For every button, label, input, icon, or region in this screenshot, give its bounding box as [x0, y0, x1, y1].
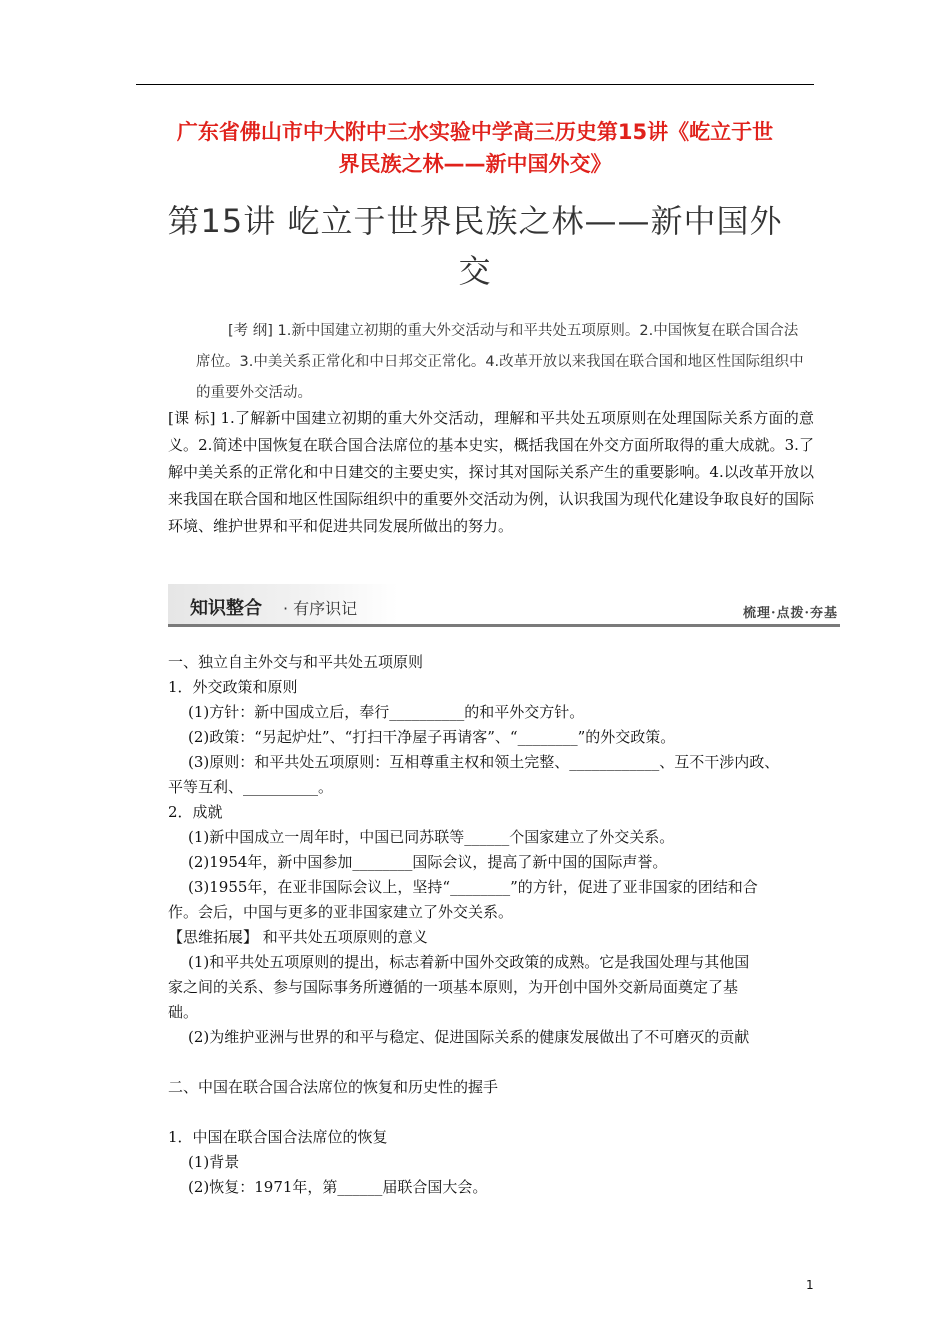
content-line: 作。会后，中国与更多的亚非国家建立了外交关系。: [168, 903, 514, 921]
exam-outline: [考 纲] 1.新中国建立初期的重大外交活动与和平共处五项原则。2.中国恢复在联合国合法席位。3.中美关系正常化和中日邦交正常化。4.改革开放以来我国在联合国和地区性国际组织中的重要外交活动。: [196, 323, 804, 401]
content-line: (1)方针：新中国成立后，奉行__________的和平外交方针。: [188, 703, 585, 721]
content-line: 平等互利、__________。: [168, 778, 334, 796]
content-line: (2)1954年，新中国参加________国际会议，提高了新中国的国际声誉。: [188, 853, 668, 871]
content-line: (3)原则：和平共处五项原则：互相尊重主权和领土完整、____________、互不干涉内政、: [188, 753, 780, 771]
spacer: [168, 1050, 818, 1075]
content-line: (2)为维护亚洲与世界的和平与稳定、促进国际关系的健康发展做出了不可磨灭的贡献: [188, 1028, 750, 1046]
section-banner: [168, 584, 840, 628]
subsection-heading: 1．中国在联合国合法席位的恢复: [168, 1128, 388, 1146]
banner-tagline: 梳理·点拨·夯基: [742, 606, 838, 621]
content-line: 础。: [168, 1003, 199, 1021]
section-heading: 一、独立自主外交与和平共处五项原则: [168, 653, 424, 671]
content-line: (2)恢复：1971年，第______届联合国大会。: [188, 1178, 488, 1196]
subsection-heading: 2．成就: [168, 803, 223, 821]
banner-underline: [168, 624, 840, 627]
content-line: (1)和平共处五项原则的提出，标志着新中国外交政策的成熟。它是我国处理与其他国: [188, 953, 750, 971]
content-line: 家之间的关系、参与国际事务所遵循的一项基本原则，为开创中国外交新局面奠定了基: [168, 978, 739, 996]
lesson-heading-line-1: 第15讲 屹立于世界民族之林——新中国外: [167, 202, 783, 240]
section-heading: 二、中国在联合国合法席位的恢复和历史性的握手: [168, 1078, 499, 1096]
content-line: (1)背景: [188, 1153, 240, 1171]
page-number: 1: [806, 1278, 814, 1292]
thinking-extension: 【思维拓展】 和平共处五项原则的意义: [168, 928, 428, 946]
banner-title: 知识整合: [190, 598, 262, 619]
document-title-line-1: 广东省佛山市中大附中三水实验中学高三历史第15讲《屹立于世: [176, 120, 774, 144]
content-line: (1)新中国成立一周年时，中国已同苏联等______个国家建立了外交关系。: [188, 828, 675, 846]
document-title: [140, 116, 810, 180]
content-line: (3)1955年，在亚非国际会议上，坚持“________”的方针，促进了亚非国家的团结和合: [188, 878, 758, 896]
spacer: [168, 1100, 818, 1125]
lesson-heading-line-2: 交: [458, 252, 492, 290]
banner-subtitle: · 有序识记: [283, 599, 358, 618]
document-title-line-2: 界民族之林——新中国外交》: [338, 152, 612, 176]
knowledge-content: [168, 650, 818, 1200]
subsection-heading: 1．外交政策和原则: [168, 678, 298, 696]
header-rule: [136, 84, 814, 85]
content-line: (2)政策：“另起炉灶”、“打扫干净屋子再请客”、“________”的外交政策。: [188, 728, 676, 746]
lesson-heading: [140, 196, 810, 296]
curriculum-standard: [课 标] 1.了解新中国建立初期的重大外交活动，理解和平共处五项原则在处理国际关系方面的意义。2.简述中国恢复在联合国合法席位的基本史实，概括我国在外交方面所取得的重大成就。3.了解中美关系的正常化和中日建交的主要史实，探讨其对国际关系产生的重要影响。4.以改革开放以来我国在联合国和地区性国际组织中的重要外交活动为例，认识我国为现代化建设争取良好的国际环境、维护世界和平和促进共同发展所做出的努力。: [168, 409, 814, 535]
